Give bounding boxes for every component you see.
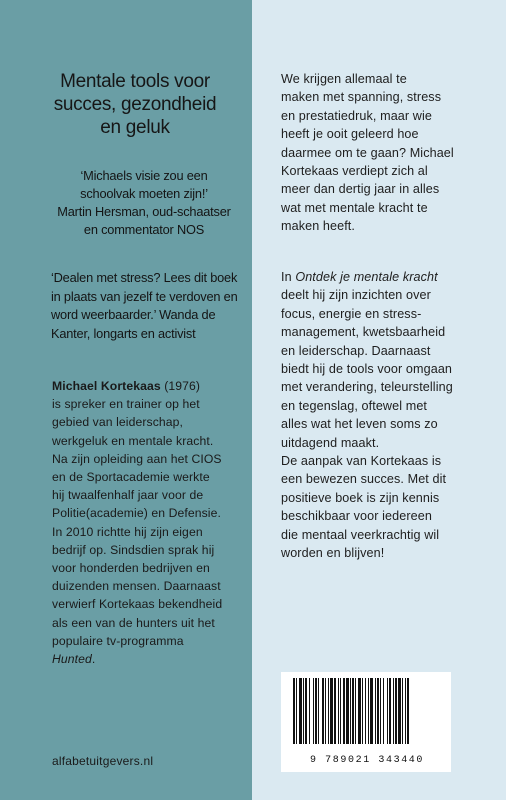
program-name: Hunted xyxy=(52,652,92,667)
quote-hersman xyxy=(52,167,236,239)
barcode-bar xyxy=(309,678,310,744)
body-line: met verandering, teleurstelling xyxy=(281,380,453,395)
tagline-line: succes, gezondheid xyxy=(53,94,217,115)
isbn-barcode xyxy=(281,672,451,772)
tagline-line: Mentale tools voor xyxy=(60,71,210,92)
barcode-bar xyxy=(346,678,349,744)
bio-line: werkgeluk en mentale kracht. xyxy=(52,433,214,448)
bio-first-line xyxy=(52,377,248,395)
barcode-bar xyxy=(362,678,363,744)
isbn-number: 9 789021 343440 xyxy=(309,755,424,766)
body-line: die mentaal veerkrachtig wil xyxy=(281,527,440,542)
barcode-bar xyxy=(377,678,379,744)
quote-attribution: Martin Hersman, oud-schaatser xyxy=(57,204,231,219)
quote-line: in plaats van jezelf te verdoven en xyxy=(51,288,238,304)
barcode-bar xyxy=(293,678,295,744)
barcode-bar xyxy=(398,678,401,744)
tagline-line: en geluk xyxy=(100,117,170,138)
intro-line: wat met mentale kracht te xyxy=(281,200,428,215)
barcode-bar xyxy=(402,678,403,744)
barcode-bar xyxy=(407,678,409,744)
intro-line: meer dan dertig jaar in alles xyxy=(281,182,440,197)
body-line: beschikbaar voor iedereen xyxy=(281,509,432,524)
quote-line: schoolvak moeten zijn!’ xyxy=(80,186,208,201)
author-name: Michael Kortekaas xyxy=(52,379,161,393)
intro-line: en prestatiedruk, maar wie xyxy=(281,108,432,123)
barcode-bar xyxy=(303,678,304,744)
book-title: Ontdek je mentale kracht xyxy=(295,270,438,284)
right-panel xyxy=(252,0,506,800)
intro-line: Kortekaas verdiept zich al xyxy=(281,164,428,179)
barcode-bar xyxy=(343,678,345,744)
bio-line: gebied van leiderschap, xyxy=(52,415,184,430)
body-line: positieve boek is zijn kennis xyxy=(281,490,440,505)
barcode-bar xyxy=(296,678,297,744)
barcode-bar xyxy=(328,678,329,744)
barcode-bar xyxy=(375,678,376,744)
quote-line: ‘Dealen met stress? Lees dit boek xyxy=(51,270,238,285)
bio-line: en de Sportacademie werkte xyxy=(52,470,210,485)
barcode-bar xyxy=(389,678,391,744)
barcode-bar xyxy=(368,678,369,744)
body-line: en leiderschap. Daarnaast xyxy=(281,343,431,358)
barcode-bar xyxy=(305,678,307,744)
intro-line: maken met spanning, stress xyxy=(281,90,442,105)
bio-line: verwierf Kortekaas bekendheid xyxy=(52,597,223,612)
barcode-bar xyxy=(313,678,314,744)
quote-line: Kanter, longarts en activist xyxy=(51,325,196,341)
bio-line: bedrijf op. Sindsdien sprak hij xyxy=(52,542,215,557)
barcode-bar xyxy=(338,678,339,744)
barcode-bar xyxy=(355,678,356,744)
intro-paragraph xyxy=(281,70,491,236)
barcode-bar xyxy=(387,678,388,744)
barcode-bar xyxy=(325,678,326,744)
body-line: een bewezen succes. Met dit xyxy=(281,472,447,487)
bio-line: Politie(academie) en Defensie. xyxy=(52,506,221,521)
barcode-bar xyxy=(383,678,384,744)
barcode-bar xyxy=(370,678,373,744)
description-paragraph xyxy=(281,268,496,563)
barcode-bar xyxy=(365,678,366,744)
body-line: alles wat het leven soms zo xyxy=(281,417,438,432)
barcode-bars xyxy=(287,678,445,750)
body-line: en tegenslag, oftewel met xyxy=(281,398,428,413)
barcode-bar xyxy=(393,678,394,744)
barcode-bar xyxy=(318,678,319,744)
quote-attribution: en commentator NOS xyxy=(83,222,205,237)
body-line: deelt hij zijn inzichten over xyxy=(281,288,431,303)
body-line: focus, energie en stress- xyxy=(281,306,422,321)
barcode-bar xyxy=(299,678,302,744)
bio-line: In 2010 richtte hij zijn eigen xyxy=(52,524,203,539)
intro-line: heeft je ooit geleerd hoe xyxy=(281,127,419,142)
barcode-bar xyxy=(380,678,381,744)
bio-line: duizenden mensen. Daarnaast xyxy=(52,579,221,594)
author-birth-year: (1976) xyxy=(160,379,201,393)
barcode-bar xyxy=(330,678,333,744)
body-first-line xyxy=(281,268,496,286)
barcode-bar xyxy=(340,678,341,744)
author-bio xyxy=(52,377,248,668)
bio-last-line xyxy=(52,650,248,668)
publisher-website: alfabetuitgevers.nl xyxy=(52,754,154,768)
intro-line: maken heeft. xyxy=(281,219,356,234)
barcode-bar xyxy=(358,678,361,744)
barcode-bar xyxy=(405,678,406,744)
bio-line: voor honderden bedrijven en xyxy=(52,561,210,576)
quote-de-kanter xyxy=(51,269,241,343)
body-line: De aanpak van Kortekaas is xyxy=(281,454,442,469)
barcode-bar xyxy=(350,678,351,744)
tagline xyxy=(44,70,226,139)
body-line: uitdagend maakt. xyxy=(281,435,380,450)
barcode-bar xyxy=(315,678,317,744)
body-line: management, kwetsbaarheid xyxy=(281,325,446,340)
barcode-bar xyxy=(352,678,354,744)
bio-line: als een van de hunters uit het xyxy=(52,615,215,630)
body-prefix: In xyxy=(281,270,296,284)
bio-line: populaire tv-programma xyxy=(52,633,184,648)
body-line: worden en blijven! xyxy=(281,546,385,561)
barcode-bar xyxy=(322,678,324,744)
bio-line: Na zijn opleiding aan het CIOS xyxy=(52,451,222,466)
quote-line: word weerbaarder.’ Wanda de xyxy=(51,307,216,322)
bio-line: is spreker en trainer op het xyxy=(52,397,200,412)
intro-line: We krijgen allemaal te xyxy=(281,72,407,86)
body-line: biedt hij de tools voor omgaan xyxy=(281,362,453,377)
barcode-bar xyxy=(395,678,397,744)
intro-line: daarmee om te gaan? Michael xyxy=(281,145,454,160)
bio-line: hij twaalfenhalf jaar voor de xyxy=(52,488,204,503)
quote-line: ‘Michaels visie zou een xyxy=(80,168,208,183)
barcode-bar xyxy=(334,678,336,744)
left-panel xyxy=(0,0,252,800)
program-suffix: . xyxy=(91,652,96,667)
